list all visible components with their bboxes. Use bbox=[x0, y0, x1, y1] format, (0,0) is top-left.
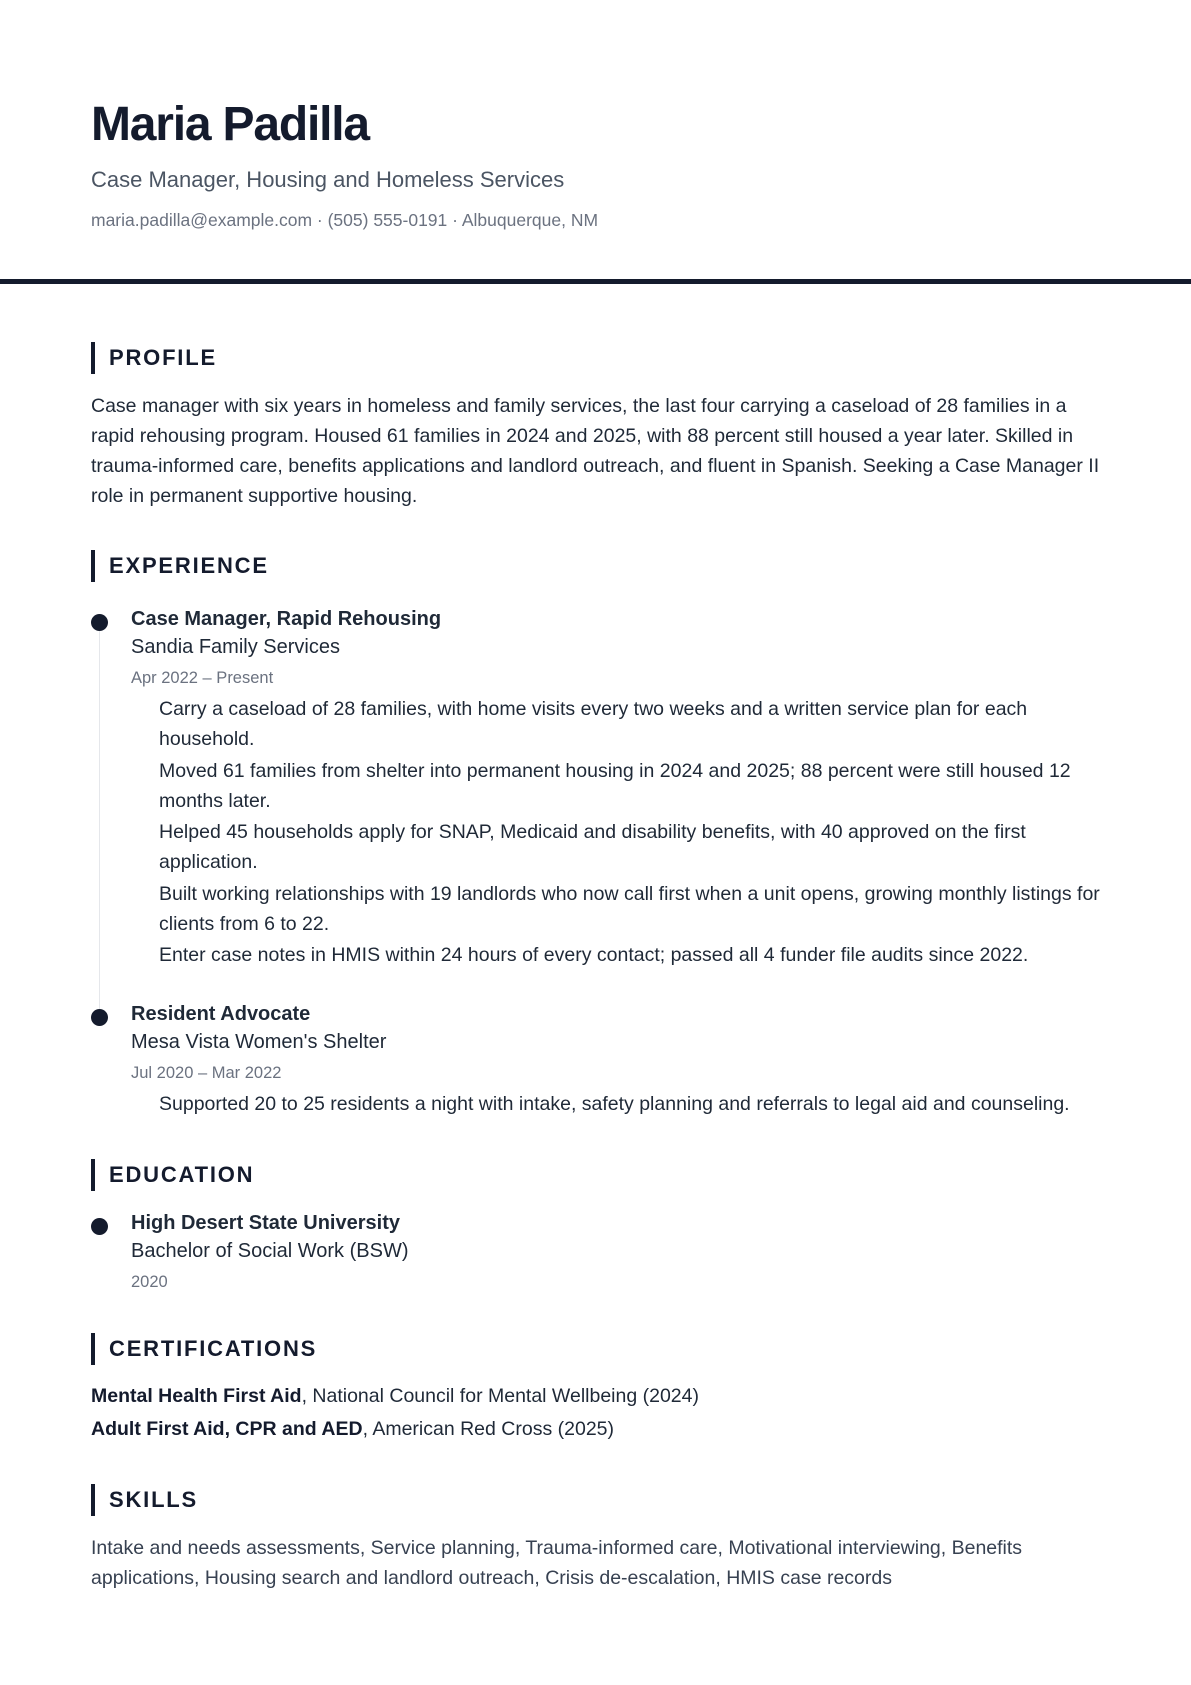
certifications-section bbox=[91, 1333, 1101, 1446]
certification-item bbox=[91, 1413, 1101, 1446]
education-section bbox=[91, 1159, 1101, 1293]
school-name: High Desert State University bbox=[131, 1212, 400, 1234]
certification-name: Adult First Aid, CPR and AED bbox=[91, 1418, 363, 1440]
job-bullet: Enter case notes in HMIS within 24 hours of every contact; passed all 4 funder file audits since 2022. bbox=[159, 944, 1029, 966]
timeline-dot bbox=[91, 614, 108, 631]
certification-item bbox=[91, 1380, 1101, 1413]
job-bullets bbox=[131, 1089, 1101, 1119]
experience-entry bbox=[91, 1000, 1101, 1119]
job-bullet: Supported 20 to 25 residents a night with intake, safety planning and referrals to legal aid and counseling. bbox=[159, 1093, 1070, 1115]
profile-section bbox=[91, 342, 1101, 511]
skills-section bbox=[91, 1484, 1101, 1593]
section-heading-education: EDUCATION bbox=[91, 1159, 1101, 1191]
degree: Bachelor of Social Work (BSW) bbox=[131, 1240, 409, 1262]
header-divider bbox=[0, 279, 1191, 284]
job-dates: Jul 2020 – Mar 2022 bbox=[131, 1064, 282, 1082]
section-heading-certifications: CERTIFICATIONS bbox=[91, 1333, 1101, 1365]
timeline-line bbox=[99, 631, 100, 1019]
job-bullet: Carry a caseload of 28 families, with home visits every two weeks and a written service plan for each household. bbox=[159, 698, 1028, 750]
job-bullet: Helped 45 households apply for SNAP, Medicaid and disability benefits, with 40 approved on the first application. bbox=[159, 821, 1026, 873]
candidate-name: Maria Padilla bbox=[91, 98, 369, 151]
certification-name: Mental Health First Aid bbox=[91, 1385, 302, 1407]
resume-body bbox=[91, 342, 1101, 1593]
skills-list: Intake and needs assessments, Service planning, Trauma-informed care, Motivational interviewing, Benefits applications, Housing search and landlord outreach, Crisis de-escalation, HMIS case records bbox=[91, 1537, 1023, 1589]
timeline-dot bbox=[91, 1218, 108, 1235]
contact-line: maria.padilla@example.com · (505) 555-0191 · Albuquerque, NM bbox=[91, 210, 599, 230]
job-bullets bbox=[131, 694, 1101, 970]
experience-entry bbox=[91, 605, 1101, 970]
job-bullet: Built working relationships with 19 landlords who now call first when a unit opens, growing monthly listings for clients from 6 to 22. bbox=[159, 882, 1100, 935]
job-role: Resident Advocate bbox=[131, 1003, 311, 1025]
profile-summary: Case manager with six years in homeless and family services, the last four carrying a caseload of 28 families in a rapid rehousing program. Housed 61 families in 2024 and 2025, with 88 percent still housed a year later. Skilled in trauma-informed care, benefits applications and landlord outreach, and fluent in Spanish. Seeking a Case Manager II role in permanent supportive housing. bbox=[91, 395, 1100, 507]
timeline-dot bbox=[91, 1009, 108, 1026]
job-dates: Apr 2022 – Present bbox=[131, 669, 274, 687]
experience-section bbox=[91, 550, 1101, 1119]
job-organization: Sandia Family Services bbox=[131, 636, 340, 658]
candidate-title: Case Manager, Housing and Homeless Services bbox=[91, 167, 565, 192]
resume-header bbox=[0, 0, 1191, 279]
job-role: Case Manager, Rapid Rehousing bbox=[131, 608, 442, 630]
section-heading-profile: PROFILE bbox=[91, 342, 1101, 374]
certification-detail: , National Council for Mental Wellbeing (2024) bbox=[301, 1385, 699, 1407]
section-heading-experience: EXPERIENCE bbox=[91, 550, 1101, 582]
graduation-year: 2020 bbox=[131, 1273, 168, 1291]
job-organization: Mesa Vista Women's Shelter bbox=[131, 1031, 387, 1053]
education-entry bbox=[91, 1209, 1101, 1293]
job-bullet: Moved 61 families from shelter into permanent housing in 2024 and 2025; 88 percent were still housed 12 months later. bbox=[159, 759, 1071, 812]
certification-detail: , American Red Cross (2025) bbox=[362, 1418, 614, 1440]
section-heading-skills: SKILLS bbox=[91, 1484, 1101, 1516]
